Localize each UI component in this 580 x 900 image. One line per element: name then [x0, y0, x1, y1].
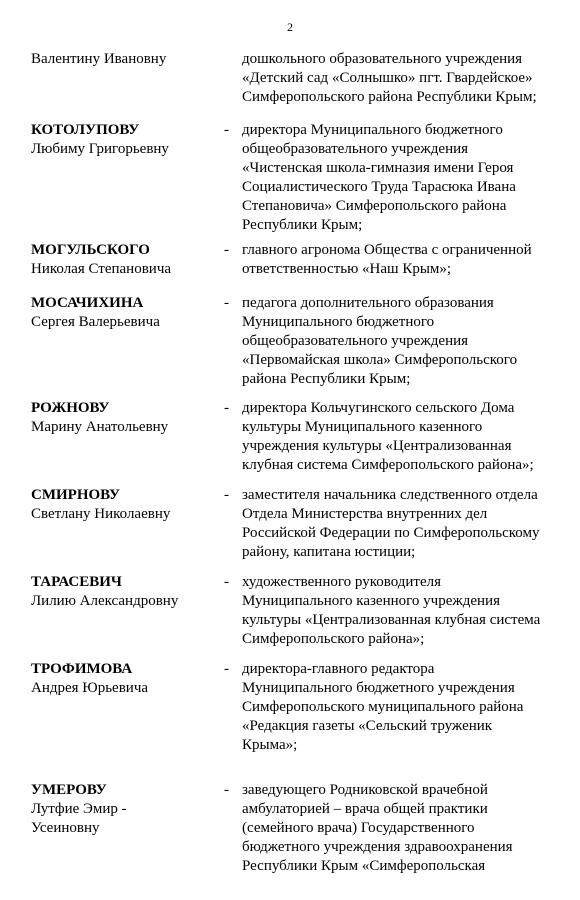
person-given-names: Валентину Ивановну: [31, 51, 167, 67]
person-surname: УМЕРОВУ: [31, 782, 107, 798]
person-given-names: Андрея Юрьевича: [31, 680, 149, 696]
dash-separator: -: [224, 574, 229, 590]
person-given-names: Светлану Николаевну: [31, 506, 171, 522]
dash-separator: -: [224, 242, 229, 258]
person-surname: КОТОЛУПОВУ: [31, 122, 140, 138]
position-description: директора Муниципального бюджетного общеобразовательного учреждения «Чистенская школа-гимназия имени Героя Социалистического Труда Тарасюка Ивана Степановича» Симферопольского района Республики Крым;: [242, 122, 516, 233]
person-name: [31, 573, 221, 611]
position-description: педагога дополнительного образования Муниципального бюджетного общеобразовательного учреждения «Первомайская школа» Симферопольского района Республики Крым;: [242, 295, 518, 387]
person-surname: РОЖНОВУ: [31, 400, 110, 416]
person-surname: МОСАЧИХИНА: [31, 295, 144, 311]
person-surname: ТАРАСЕВИЧ: [31, 574, 122, 590]
position-description: директора-главного редактора Муниципального бюджетного учреждения Симферопольского муниципального района «Редакция газеты «Сельский труженик Крыма»;: [242, 661, 524, 753]
person-given-names: Любиму Григорьевну: [31, 141, 169, 157]
position-description: директора Кольчугинского сельского Дома культуры Муниципального казенного учреждения культуры «Централизованная клубная система Симферопольского района»;: [242, 400, 534, 473]
dash-separator: -: [224, 295, 229, 311]
person-given-names: Николая Степановича: [31, 261, 172, 277]
position-description: художественного руководителя Муниципального казенного учреждения культуры «Централизованная клубная система Симферопольского района»;: [242, 574, 541, 647]
person-name: [31, 486, 221, 524]
person-surname: СМИРНОВУ: [31, 487, 120, 503]
person-name: [31, 660, 221, 698]
dash-separator: -: [224, 400, 229, 416]
position-description: дошкольного образовательного учреждения «Детский сад «Солнышко» пгт. Гвардейское» Симферопольского района Республики Крым;: [242, 51, 537, 105]
dash-separator: -: [224, 782, 229, 798]
person-given-names: Лилию Александровну: [31, 593, 179, 609]
person-given-names: Сергея Валерьевича: [31, 314, 160, 330]
person-name: [31, 50, 221, 69]
person-name: [31, 781, 221, 838]
position-description: заместителя начальника следственного отдела Отдела Министерства внутренних дел Российской Федерации по Симферопольскому району, капитана юстиции;: [242, 487, 540, 560]
dash-separator: -: [224, 661, 229, 677]
dash-separator: -: [224, 487, 229, 503]
person-surname: ТРОФИМОВА: [31, 661, 133, 677]
person-name: [31, 294, 221, 332]
person-name: [31, 399, 221, 437]
position-description: заведующего Родниковской врачебной амбулаторией – врача общей практики (семейного врача) Государственного бюджетного учреждения здравоохранения Республики Крым «Симферопольская: [242, 782, 513, 874]
person-given-names: Лутфие Эмир - Усеиновну: [31, 801, 127, 836]
dash-separator: -: [224, 122, 229, 138]
person-given-names: Марину Анатольевну: [31, 419, 169, 435]
person-name: [31, 241, 221, 279]
person-name: [31, 121, 221, 159]
page-number: 2: [287, 20, 293, 34]
person-surname: МОГУЛЬСКОГО: [31, 242, 150, 258]
position-description: главного агронома Общества с ограниченной ответственностью «Наш Крым»;: [242, 242, 532, 277]
